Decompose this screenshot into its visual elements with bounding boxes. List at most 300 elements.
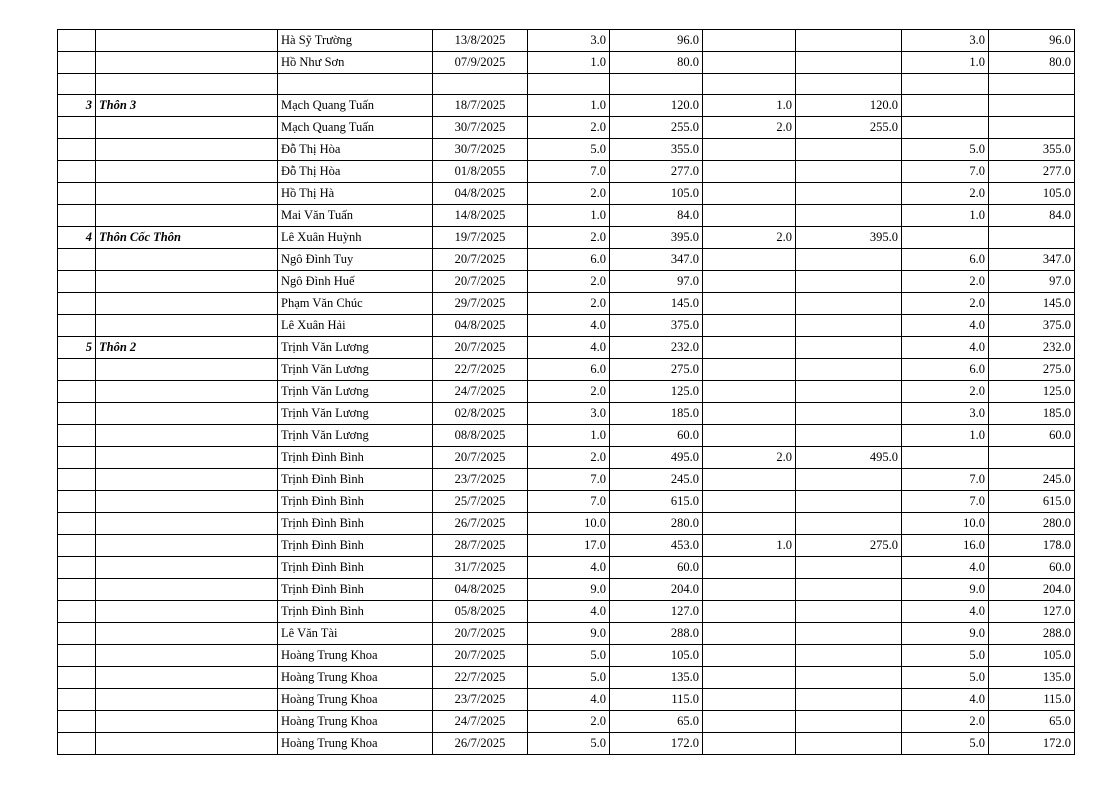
quantity-group2-cell: 5.0 <box>902 733 989 755</box>
amount-total-cell: 288.0 <box>610 623 703 645</box>
date-cell: 26/7/2025 <box>433 513 528 535</box>
quantity-group2-cell: 6.0 <box>902 359 989 381</box>
amount-total-cell: 120.0 <box>610 95 703 117</box>
date-cell: 29/7/2025 <box>433 293 528 315</box>
amount-group1-cell <box>796 689 902 711</box>
date-cell: 20/7/2025 <box>433 623 528 645</box>
quantity-total-cell: 2.0 <box>528 381 610 403</box>
stt-cell <box>58 447 96 469</box>
name-cell: Phạm Văn Chúc <box>278 293 433 315</box>
table-row <box>58 623 1075 645</box>
stt-cell <box>58 52 96 74</box>
name-cell: Hoàng Trung Khoa <box>278 667 433 689</box>
table-row <box>58 227 1075 249</box>
amount-total-cell: 135.0 <box>610 667 703 689</box>
table-row <box>58 315 1075 337</box>
amount-group2-cell: 275.0 <box>989 359 1075 381</box>
stt-cell <box>58 513 96 535</box>
amount-group2-cell: 347.0 <box>989 249 1075 271</box>
amount-total-cell: 80.0 <box>610 52 703 74</box>
amount-group2-cell: 178.0 <box>989 535 1075 557</box>
quantity-total-cell: 4.0 <box>528 557 610 579</box>
amount-group2-cell: 105.0 <box>989 645 1075 667</box>
name-cell: Hà Sỹ Trường <box>278 30 433 52</box>
amount-group1-cell <box>796 30 902 52</box>
name-cell: Trịnh Đình Bình <box>278 557 433 579</box>
stt-cell <box>58 74 96 95</box>
quantity-group2-cell: 5.0 <box>902 667 989 689</box>
name-cell: Mạch Quang Tuấn <box>278 117 433 139</box>
amount-total-cell: 615.0 <box>610 491 703 513</box>
amount-group1-cell <box>796 513 902 535</box>
quantity-group2-cell <box>902 447 989 469</box>
quantity-group2-cell <box>902 74 989 95</box>
amount-group1-cell: 275.0 <box>796 535 902 557</box>
table-row <box>58 52 1075 74</box>
quantity-group1-cell: 2.0 <box>703 227 796 249</box>
table-row <box>58 447 1075 469</box>
village-cell <box>96 447 278 469</box>
amount-group2-cell: 65.0 <box>989 711 1075 733</box>
amount-total-cell: 105.0 <box>610 183 703 205</box>
quantity-group2-cell: 3.0 <box>902 403 989 425</box>
table-body <box>58 30 1075 755</box>
amount-total-cell: 245.0 <box>610 469 703 491</box>
name-cell: Mai Văn Tuấn <box>278 205 433 227</box>
village-cell <box>96 183 278 205</box>
quantity-group1-cell <box>703 183 796 205</box>
village-cell <box>96 315 278 337</box>
village-cell <box>96 381 278 403</box>
quantity-total-cell: 2.0 <box>528 117 610 139</box>
village-cell <box>96 601 278 623</box>
quantity-group1-cell <box>703 161 796 183</box>
table-row <box>58 601 1075 623</box>
amount-group2-cell: 105.0 <box>989 183 1075 205</box>
amount-group1-cell <box>796 579 902 601</box>
amount-group2-cell: 615.0 <box>989 491 1075 513</box>
date-cell: 28/7/2025 <box>433 535 528 557</box>
amount-total-cell: 395.0 <box>610 227 703 249</box>
amount-group1-cell <box>796 271 902 293</box>
amount-group1-cell <box>796 557 902 579</box>
village-cell <box>96 359 278 381</box>
date-cell: 23/7/2025 <box>433 689 528 711</box>
name-cell: Lê Văn Tài <box>278 623 433 645</box>
stt-cell <box>58 183 96 205</box>
village-cell <box>96 513 278 535</box>
amount-total-cell: 60.0 <box>610 557 703 579</box>
stt-cell <box>58 249 96 271</box>
name-cell: Ngô Đình Huế <box>278 271 433 293</box>
quantity-total-cell: 4.0 <box>528 337 610 359</box>
amount-group2-cell: 145.0 <box>989 293 1075 315</box>
quantity-group2-cell: 4.0 <box>902 601 989 623</box>
stt-cell <box>58 293 96 315</box>
quantity-group1-cell <box>703 667 796 689</box>
quantity-total-cell: 1.0 <box>528 95 610 117</box>
quantity-group2-cell: 16.0 <box>902 535 989 557</box>
quantity-group2-cell: 4.0 <box>902 557 989 579</box>
amount-group2-cell: 60.0 <box>989 425 1075 447</box>
village-cell: Thôn 2 <box>96 337 278 359</box>
name-cell: Trịnh Văn Lương <box>278 403 433 425</box>
amount-group2-cell <box>989 74 1075 95</box>
amount-group2-cell: 125.0 <box>989 381 1075 403</box>
quantity-group2-cell: 2.0 <box>902 183 989 205</box>
quantity-total-cell: 2.0 <box>528 227 610 249</box>
amount-total-cell: 127.0 <box>610 601 703 623</box>
amount-group2-cell: 115.0 <box>989 689 1075 711</box>
amount-total-cell: 495.0 <box>610 447 703 469</box>
quantity-total-cell: 5.0 <box>528 667 610 689</box>
amount-group2-cell: 204.0 <box>989 579 1075 601</box>
amount-group1-cell <box>796 469 902 491</box>
date-cell: 20/7/2025 <box>433 447 528 469</box>
quantity-total-cell: 2.0 <box>528 183 610 205</box>
quantity-group1-cell <box>703 359 796 381</box>
amount-group1-cell <box>796 381 902 403</box>
name-cell: Ngô Đình Tuy <box>278 249 433 271</box>
table-row <box>58 403 1075 425</box>
village-cell <box>96 557 278 579</box>
name-cell: Đỗ Thị Hòa <box>278 161 433 183</box>
amount-group1-cell <box>796 733 902 755</box>
table-row <box>58 117 1075 139</box>
quantity-group2-cell: 10.0 <box>902 513 989 535</box>
amount-group2-cell: 277.0 <box>989 161 1075 183</box>
name-cell: Hoàng Trung Khoa <box>278 711 433 733</box>
stt-cell <box>58 139 96 161</box>
village-cell <box>96 52 278 74</box>
village-cell <box>96 271 278 293</box>
quantity-total-cell: 4.0 <box>528 315 610 337</box>
stt-cell <box>58 623 96 645</box>
stt-cell <box>58 205 96 227</box>
date-cell: 26/7/2025 <box>433 733 528 755</box>
date-cell: 08/8/2025 <box>433 425 528 447</box>
quantity-group2-cell: 2.0 <box>902 711 989 733</box>
village-cell <box>96 249 278 271</box>
data-table <box>57 29 1075 755</box>
amount-group2-cell: 127.0 <box>989 601 1075 623</box>
stt-cell <box>58 381 96 403</box>
quantity-group2-cell <box>902 95 989 117</box>
amount-total-cell: 145.0 <box>610 293 703 315</box>
village-cell <box>96 711 278 733</box>
date-cell: 24/7/2025 <box>433 711 528 733</box>
quantity-total-cell: 6.0 <box>528 359 610 381</box>
quantity-group1-cell <box>703 645 796 667</box>
name-cell: Trịnh Đình Bình <box>278 513 433 535</box>
name-cell: Hồ Như Sơn <box>278 52 433 74</box>
quantity-group1-cell <box>703 52 796 74</box>
date-cell: 04/8/2025 <box>433 315 528 337</box>
village-cell <box>96 30 278 52</box>
village-cell <box>96 491 278 513</box>
quantity-group2-cell <box>902 227 989 249</box>
table-row <box>58 557 1075 579</box>
quantity-group1-cell: 1.0 <box>703 535 796 557</box>
quantity-total-cell: 4.0 <box>528 689 610 711</box>
amount-total-cell: 355.0 <box>610 139 703 161</box>
amount-total-cell: 97.0 <box>610 271 703 293</box>
amount-group2-cell: 185.0 <box>989 403 1075 425</box>
amount-group2-cell <box>989 447 1075 469</box>
amount-group1-cell <box>796 667 902 689</box>
quantity-total-cell: 9.0 <box>528 579 610 601</box>
stt-cell <box>58 711 96 733</box>
quantity-group1-cell <box>703 315 796 337</box>
name-cell: Lê Xuân Hải <box>278 315 433 337</box>
quantity-group2-cell: 5.0 <box>902 645 989 667</box>
quantity-group1-cell <box>703 689 796 711</box>
name-cell: Đỗ Thị Hòa <box>278 139 433 161</box>
amount-group1-cell: 120.0 <box>796 95 902 117</box>
quantity-group1-cell <box>703 491 796 513</box>
quantity-group2-cell: 1.0 <box>902 425 989 447</box>
table-row <box>58 667 1075 689</box>
quantity-total-cell: 5.0 <box>528 733 610 755</box>
amount-group1-cell <box>796 403 902 425</box>
quantity-total-cell: 5.0 <box>528 139 610 161</box>
amount-total-cell: 453.0 <box>610 535 703 557</box>
quantity-group1-cell <box>703 337 796 359</box>
table-row <box>58 469 1075 491</box>
stt-cell <box>58 491 96 513</box>
quantity-group1-cell <box>703 293 796 315</box>
village-cell <box>96 623 278 645</box>
name-cell: Hoàng Trung Khoa <box>278 645 433 667</box>
quantity-group1-cell <box>703 513 796 535</box>
date-cell: 05/8/2025 <box>433 601 528 623</box>
quantity-group2-cell: 2.0 <box>902 381 989 403</box>
name-cell: Hoàng Trung Khoa <box>278 689 433 711</box>
stt-cell <box>58 469 96 491</box>
quantity-total-cell: 2.0 <box>528 293 610 315</box>
amount-group2-cell: 172.0 <box>989 733 1075 755</box>
village-cell <box>96 535 278 557</box>
amount-group2-cell: 355.0 <box>989 139 1075 161</box>
village-cell <box>96 579 278 601</box>
stt-cell <box>58 645 96 667</box>
quantity-total-cell: 7.0 <box>528 469 610 491</box>
village-cell <box>96 667 278 689</box>
amount-total-cell <box>610 74 703 95</box>
date-cell: 13/8/2025 <box>433 30 528 52</box>
amount-total-cell: 204.0 <box>610 579 703 601</box>
name-cell: Trịnh Đình Bình <box>278 491 433 513</box>
table-row <box>58 337 1075 359</box>
amount-group2-cell: 288.0 <box>989 623 1075 645</box>
quantity-group1-cell <box>703 249 796 271</box>
quantity-group1-cell <box>703 601 796 623</box>
quantity-group1-cell <box>703 139 796 161</box>
amount-group1-cell <box>796 711 902 733</box>
table-row <box>58 491 1075 513</box>
quantity-total-cell <box>528 74 610 95</box>
amount-group1-cell <box>796 293 902 315</box>
village-cell <box>96 689 278 711</box>
village-cell <box>96 139 278 161</box>
name-cell: Trịnh Văn Lương <box>278 337 433 359</box>
quantity-total-cell: 7.0 <box>528 491 610 513</box>
name-cell: Trịnh Văn Lương <box>278 359 433 381</box>
amount-total-cell: 347.0 <box>610 249 703 271</box>
amount-group1-cell <box>796 645 902 667</box>
amount-total-cell: 84.0 <box>610 205 703 227</box>
quantity-group2-cell: 4.0 <box>902 337 989 359</box>
quantity-group1-cell <box>703 623 796 645</box>
amount-total-cell: 280.0 <box>610 513 703 535</box>
amount-total-cell: 185.0 <box>610 403 703 425</box>
quantity-group1-cell <box>703 469 796 491</box>
quantity-total-cell: 1.0 <box>528 205 610 227</box>
quantity-group2-cell: 4.0 <box>902 689 989 711</box>
date-cell: 25/7/2025 <box>433 491 528 513</box>
amount-group2-cell: 60.0 <box>989 557 1075 579</box>
amount-total-cell: 115.0 <box>610 689 703 711</box>
name-cell: Trịnh Văn Lương <box>278 381 433 403</box>
amount-group1-cell <box>796 183 902 205</box>
village-cell <box>96 161 278 183</box>
village-cell <box>96 205 278 227</box>
amount-group2-cell: 245.0 <box>989 469 1075 491</box>
stt-cell <box>58 425 96 447</box>
date-cell: 18/7/2025 <box>433 95 528 117</box>
date-cell: 30/7/2025 <box>433 117 528 139</box>
amount-group2-cell: 280.0 <box>989 513 1075 535</box>
amount-total-cell: 375.0 <box>610 315 703 337</box>
amount-total-cell: 96.0 <box>610 30 703 52</box>
quantity-total-cell: 2.0 <box>528 447 610 469</box>
amount-group2-cell: 97.0 <box>989 271 1075 293</box>
village-cell <box>96 425 278 447</box>
date-cell: 22/7/2025 <box>433 359 528 381</box>
amount-group1-cell <box>796 205 902 227</box>
quantity-total-cell: 3.0 <box>528 403 610 425</box>
quantity-group2-cell: 4.0 <box>902 315 989 337</box>
date-cell: 20/7/2025 <box>433 271 528 293</box>
date-cell: 20/7/2025 <box>433 249 528 271</box>
quantity-group2-cell: 7.0 <box>902 161 989 183</box>
stt-cell <box>58 667 96 689</box>
amount-group1-cell <box>796 623 902 645</box>
date-cell: 20/7/2025 <box>433 645 528 667</box>
village-cell <box>96 293 278 315</box>
quantity-group2-cell: 9.0 <box>902 623 989 645</box>
amount-group1-cell <box>796 139 902 161</box>
stt-cell <box>58 161 96 183</box>
table-row <box>58 359 1075 381</box>
quantity-group1-cell: 2.0 <box>703 117 796 139</box>
amount-group1-cell <box>796 337 902 359</box>
quantity-group2-cell: 7.0 <box>902 491 989 513</box>
amount-group1-cell: 395.0 <box>796 227 902 249</box>
stt-cell <box>58 689 96 711</box>
date-cell: 04/8/2025 <box>433 183 528 205</box>
date-cell: 02/8/2025 <box>433 403 528 425</box>
quantity-group1-cell <box>703 74 796 95</box>
table-row <box>58 711 1075 733</box>
date-cell: 22/7/2025 <box>433 667 528 689</box>
quantity-group1-cell <box>703 30 796 52</box>
table-row <box>58 183 1075 205</box>
quantity-group2-cell: 2.0 <box>902 293 989 315</box>
quantity-group1-cell <box>703 425 796 447</box>
stt-cell <box>58 315 96 337</box>
quantity-group2-cell <box>902 117 989 139</box>
name-cell: Trịnh Đình Bình <box>278 535 433 557</box>
amount-group2-cell <box>989 227 1075 249</box>
amount-group1-cell <box>796 249 902 271</box>
stt-cell <box>58 117 96 139</box>
quantity-group2-cell: 1.0 <box>902 205 989 227</box>
table-row <box>58 645 1075 667</box>
name-cell: Hoàng Trung Khoa <box>278 733 433 755</box>
amount-group2-cell: 232.0 <box>989 337 1075 359</box>
quantity-total-cell: 1.0 <box>528 425 610 447</box>
village-cell <box>96 469 278 491</box>
quantity-group2-cell: 2.0 <box>902 271 989 293</box>
quantity-total-cell: 17.0 <box>528 535 610 557</box>
quantity-group1-cell <box>703 271 796 293</box>
table-row <box>58 689 1075 711</box>
stt-cell <box>58 733 96 755</box>
quantity-group2-cell: 7.0 <box>902 469 989 491</box>
stt-cell <box>58 403 96 425</box>
stt-cell <box>58 30 96 52</box>
amount-total-cell: 65.0 <box>610 711 703 733</box>
amount-group1-cell <box>796 359 902 381</box>
stt-cell <box>58 271 96 293</box>
quantity-total-cell: 2.0 <box>528 711 610 733</box>
amount-group2-cell: 84.0 <box>989 205 1075 227</box>
table-row <box>58 579 1075 601</box>
name-cell: Lê Xuân Huỳnh <box>278 227 433 249</box>
table-row <box>58 381 1075 403</box>
village-cell <box>96 117 278 139</box>
amount-group2-cell <box>989 95 1075 117</box>
stt-cell <box>58 359 96 381</box>
table-row <box>58 733 1075 755</box>
name-cell <box>278 74 433 95</box>
stt-cell: 3 <box>58 95 96 117</box>
quantity-group1-cell <box>703 579 796 601</box>
amount-group2-cell: 96.0 <box>989 30 1075 52</box>
amount-total-cell: 232.0 <box>610 337 703 359</box>
amount-group1-cell <box>796 161 902 183</box>
amount-group1-cell <box>796 491 902 513</box>
date-cell: 24/7/2025 <box>433 381 528 403</box>
date-cell: 19/7/2025 <box>433 227 528 249</box>
date-cell: 20/7/2025 <box>433 337 528 359</box>
table-row <box>58 205 1075 227</box>
amount-total-cell: 125.0 <box>610 381 703 403</box>
village-cell: Thôn 3 <box>96 95 278 117</box>
date-cell: 14/8/2025 <box>433 205 528 227</box>
amount-group2-cell <box>989 117 1075 139</box>
quantity-group1-cell <box>703 557 796 579</box>
amount-group1-cell: 255.0 <box>796 117 902 139</box>
quantity-group2-cell: 5.0 <box>902 139 989 161</box>
quantity-group1-cell <box>703 403 796 425</box>
quantity-group1-cell <box>703 381 796 403</box>
amount-group1-cell <box>796 601 902 623</box>
village-cell: Thôn Cốc Thôn <box>96 227 278 249</box>
quantity-group1-cell <box>703 711 796 733</box>
amount-group2-cell: 135.0 <box>989 667 1075 689</box>
